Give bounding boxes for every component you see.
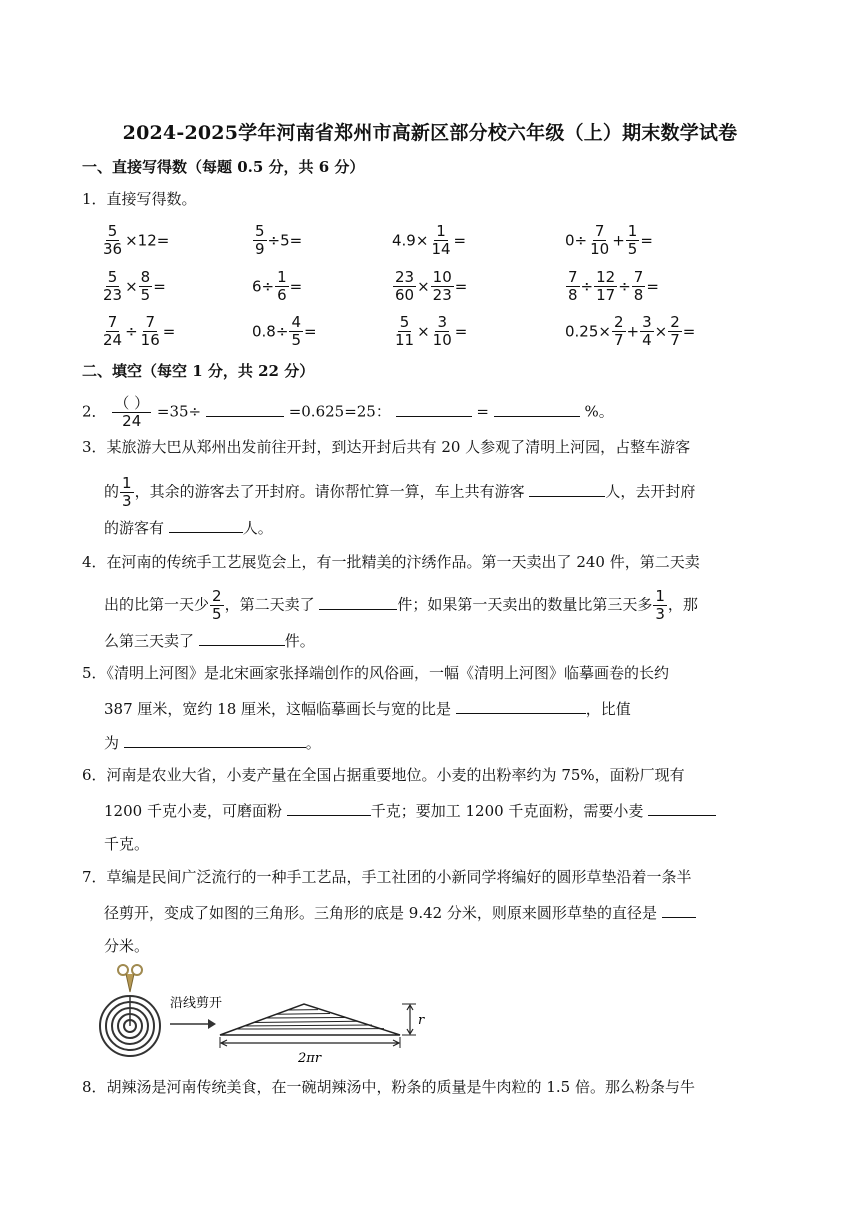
answer-blank[interactable] xyxy=(662,902,696,918)
calc-operator: + xyxy=(612,231,625,250)
question-3-line-1: 3．某旅游大巴从郑州出发前往开封，到达开封后共有 20 人参观了清明上河园，占整车游客 xyxy=(82,438,691,456)
text: 1200 千克小麦，可磨面粉 xyxy=(104,802,287,820)
fraction-denominator: 5 xyxy=(291,331,301,349)
question-4-line-1: 4．在河南的传统手工艺展览会上，有一批精美的汴绣作品。第一天卖出了 240 件，第二天卖 xyxy=(82,553,700,571)
calc-item xyxy=(392,269,467,304)
calc-operator: 0÷ xyxy=(565,231,588,250)
fraction-denominator: 17 xyxy=(596,286,616,304)
fraction-denominator: 7 xyxy=(613,331,624,349)
calc-operator: + xyxy=(626,322,640,341)
fraction-numerator: 1 xyxy=(655,587,665,605)
fraction-numerator: 8 xyxy=(140,268,151,286)
fraction-denominator: 5 xyxy=(140,286,151,304)
answer-blank[interactable] xyxy=(529,481,605,497)
text: 387 厘米，宽约 18 厘米，这幅临摹画长与宽的比是 xyxy=(104,700,456,718)
fraction xyxy=(393,269,416,304)
question-3-line-3 xyxy=(104,517,273,538)
question-number: 2． xyxy=(82,402,107,421)
question-5-line-3 xyxy=(104,732,321,753)
fraction-numerator: 7 xyxy=(107,313,118,331)
text: 出的比第一天少 xyxy=(104,595,210,614)
calc-operator: × xyxy=(654,322,668,341)
arrow-right-icon xyxy=(170,1019,216,1029)
fraction-numerator: 2 xyxy=(670,313,680,331)
calc-operator: ÷ xyxy=(125,322,138,341)
calc-item xyxy=(565,223,653,258)
answer-blank[interactable] xyxy=(319,594,397,610)
calc-operator: × xyxy=(417,277,430,296)
calc-operator: ÷ xyxy=(618,277,631,296)
fraction xyxy=(120,475,134,510)
calc-operator: ÷5= xyxy=(267,231,303,250)
calc-item xyxy=(100,223,169,258)
answer-blank[interactable] xyxy=(456,698,586,714)
text: = xyxy=(476,402,494,421)
text: 。 xyxy=(305,734,321,752)
fraction xyxy=(588,223,611,258)
question-7-line-1: 7．草编是民间广泛流行的一种手工艺品，手工社团的小新同学将编好的圆形草垫沿着一条半 xyxy=(82,868,692,886)
calc-operator: × xyxy=(417,322,430,341)
fraction-denominator: 11 xyxy=(395,331,415,349)
fraction-denominator: 5 xyxy=(627,240,638,258)
fraction-numerator: 5 xyxy=(399,313,410,331)
fraction xyxy=(112,395,151,430)
fraction-numerator: 7 xyxy=(568,268,578,286)
calc-operator: = xyxy=(162,322,176,341)
fraction-denominator: 3 xyxy=(655,605,665,623)
text: ，其余的游客去了开封府。请你帮忙算一算，车上共有游客 xyxy=(134,482,530,501)
fraction-numerator: 23 xyxy=(395,268,415,286)
calc-item xyxy=(392,314,467,349)
fraction-numerator: 3 xyxy=(437,313,447,331)
fraction-numerator: 5 xyxy=(107,222,118,240)
question-2 xyxy=(82,395,614,430)
fraction xyxy=(431,269,454,304)
fraction-denominator: 24 xyxy=(103,331,123,349)
fraction-numerator: 7 xyxy=(145,313,155,331)
fraction-numerator: 1 xyxy=(436,222,446,240)
fraction-numerator: 1 xyxy=(277,268,287,286)
fraction xyxy=(139,314,162,349)
question-5-line-2 xyxy=(104,698,631,719)
scissors-icon xyxy=(118,965,142,992)
fraction xyxy=(275,269,289,304)
triangle-shape xyxy=(220,1004,400,1035)
answer-blank[interactable] xyxy=(124,732,306,748)
fraction-denominator: 36 xyxy=(103,240,123,258)
calc-operator: = xyxy=(646,277,659,296)
text: 人，去开封府 xyxy=(605,482,696,501)
fraction-denominator: 9 xyxy=(255,240,265,258)
fraction xyxy=(101,269,124,304)
calc-item xyxy=(565,314,695,349)
fraction-denominator: 10 xyxy=(590,240,610,258)
fraction-denominator: 8 xyxy=(568,286,578,304)
question-7-line-3: 分米。 xyxy=(104,937,150,955)
cut-label: 沿线剪开 xyxy=(170,996,223,1011)
text: %。 xyxy=(584,402,614,421)
answer-blank[interactable] xyxy=(206,401,284,417)
fraction-numerator: 7 xyxy=(594,222,605,240)
calc-item xyxy=(252,269,302,304)
fraction xyxy=(289,314,303,349)
fraction-numerator: 2 xyxy=(212,587,222,605)
fraction-numerator: 4 xyxy=(291,313,301,331)
question-8-line-1: 8．胡辣汤是河南传统美食，在一碗胡辣汤中，粉条的质量是牛肉粒的 1.5 倍。那么粉条与牛 xyxy=(82,1078,695,1096)
calc-item xyxy=(100,314,175,349)
height-dimension xyxy=(402,1004,416,1035)
question-6-line-3: 千克。 xyxy=(104,835,150,853)
text: ，那 xyxy=(667,595,698,614)
fraction-denominator: 23 xyxy=(432,286,452,304)
base-dimension xyxy=(220,1037,400,1048)
answer-blank[interactable] xyxy=(287,800,371,816)
fraction xyxy=(210,588,224,623)
fraction xyxy=(139,269,153,304)
concentric-circle-mat xyxy=(100,996,160,1056)
fraction-denominator: 10 xyxy=(432,331,452,349)
text: ，比值 xyxy=(585,700,631,718)
text: ，第二天卖了 xyxy=(224,595,320,614)
fraction xyxy=(429,223,452,258)
fraction xyxy=(640,314,654,349)
calc-operator: ÷ xyxy=(580,277,594,296)
base-label: 2πr xyxy=(298,1051,322,1066)
calc-operator: = xyxy=(153,277,166,296)
fraction xyxy=(653,588,667,623)
question-4-line-2 xyxy=(104,588,698,623)
text: 的 xyxy=(104,482,120,501)
calc-operator: = xyxy=(454,322,468,341)
calc-item xyxy=(392,223,466,258)
fraction-numerator: 1 xyxy=(122,474,132,492)
fraction xyxy=(393,314,416,349)
height-label: r xyxy=(418,1013,425,1028)
calc-operator: ×12= xyxy=(125,231,170,250)
fraction-denominator: 3 xyxy=(122,492,132,510)
question-5-line-1: 5．《清明上河图》是北宋画家张择端创作的风俗画，一幅《清明上河图》临摹画卷的长约 xyxy=(82,664,670,682)
calc-operator: 6÷ xyxy=(252,277,275,296)
calc-item xyxy=(565,269,659,304)
fraction-denominator: 16 xyxy=(140,331,160,349)
straw-mat-figure xyxy=(96,962,426,1068)
text: 径剪开，变成了如图的三角形。三角形的底是 9.42 分米，则原来圆形草垫的直径是 xyxy=(104,904,662,922)
calc-operator: = xyxy=(682,322,696,341)
text: 件。 xyxy=(284,632,315,650)
fraction-numerator: 5 xyxy=(107,268,118,286)
calc-operator: = xyxy=(289,277,303,296)
fraction-numerator: 2 xyxy=(613,313,624,331)
calc-item xyxy=(252,314,317,349)
page-title: 2024-2025学年河南省郑州市高新区部分校六年级（上）期末数学试卷 xyxy=(122,122,738,144)
question-7-line-2 xyxy=(104,902,696,923)
question-6-line-2 xyxy=(104,800,716,821)
question-4-line-3 xyxy=(104,630,315,651)
answer-blank[interactable] xyxy=(494,401,580,417)
fraction-denominator: 14 xyxy=(431,240,451,258)
answer-blank[interactable] xyxy=(648,800,716,816)
calc-item xyxy=(252,223,302,258)
text: =0.625=25： xyxy=(288,402,391,421)
fraction-numerator: 5 xyxy=(255,222,265,240)
calc-operator: 0.8÷ xyxy=(252,322,289,341)
calc-operator: = xyxy=(453,231,467,250)
fraction xyxy=(612,314,626,349)
fraction-numerator: （ ） xyxy=(114,394,150,412)
fraction xyxy=(566,269,580,304)
section-heading-1: 一、直接写得数（每题 0.5 分，共 6 分） xyxy=(82,158,365,176)
fraction xyxy=(626,223,640,258)
question-6-line-1: 6．河南是农业大省，小麦产量在全国占据重要地位。小麦的出粉率约为 75%，面粉厂现有 xyxy=(82,766,685,784)
answer-blank[interactable] xyxy=(199,630,285,646)
calc-operator: 4.9× xyxy=(392,231,429,250)
fraction-denominator: 4 xyxy=(642,331,652,349)
fraction xyxy=(632,269,646,304)
question-1-prompt: 1．直接写得数。 xyxy=(82,190,197,208)
fraction xyxy=(101,223,124,258)
fraction-numerator: 1 xyxy=(627,222,638,240)
fraction-denominator: 23 xyxy=(103,286,123,304)
fraction-numerator: 10 xyxy=(432,268,452,286)
question-3-line-2 xyxy=(104,475,695,510)
calc-operator: = xyxy=(454,277,468,296)
text: 人。 xyxy=(242,519,273,537)
text: 为 xyxy=(104,734,124,752)
text: 件；如果第一天卖出的数量比第三天多 xyxy=(397,595,653,614)
fraction-denominator: 5 xyxy=(212,605,222,623)
text: 么第三天卖了 xyxy=(104,632,199,650)
fraction-numerator: 12 xyxy=(596,268,616,286)
section-heading-2: 二、填空（每空 1 分，共 22 分） xyxy=(82,362,315,380)
fraction xyxy=(253,223,267,258)
fraction-numerator: 3 xyxy=(642,313,652,331)
calc-operator: = xyxy=(303,322,317,341)
fraction-denominator: 8 xyxy=(633,286,644,304)
fraction xyxy=(101,314,124,349)
calc-operator: = xyxy=(640,231,653,250)
fraction-denominator: 24 xyxy=(122,412,142,430)
fraction-denominator: 7 xyxy=(670,331,680,349)
text: =35÷ xyxy=(156,402,202,421)
answer-blank[interactable] xyxy=(169,517,243,533)
text: 千克；要加工 1200 千克面粉，需要小麦 xyxy=(370,802,649,820)
fraction-denominator: 60 xyxy=(395,286,415,304)
calc-operator: 0.25× xyxy=(565,322,611,341)
fraction xyxy=(594,269,617,304)
calc-item xyxy=(100,269,166,304)
fraction-denominator: 6 xyxy=(277,286,287,304)
fraction xyxy=(668,314,682,349)
text: 的游客有 xyxy=(104,519,169,537)
fraction xyxy=(431,314,454,349)
answer-blank[interactable] xyxy=(396,401,472,417)
fraction-numerator: 7 xyxy=(633,268,644,286)
calc-operator: × xyxy=(125,277,138,296)
